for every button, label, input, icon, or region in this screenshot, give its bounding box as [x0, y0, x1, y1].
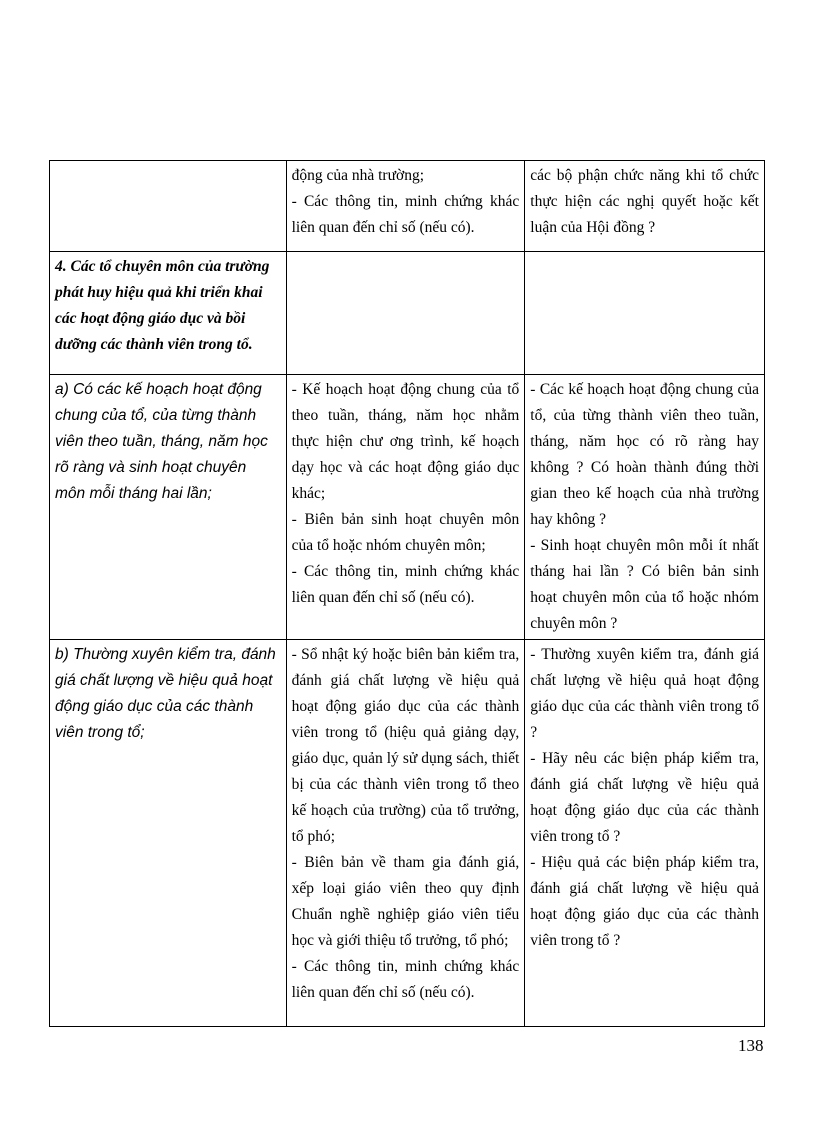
question-item: - Hãy nêu các biện pháp kiểm tra, đánh giá chất lượng về hiệu quả hoạt động giáo dục của các thành viên trong tổ ? — [530, 750, 759, 845]
evidence-item: - Biên bản về tham gia đánh giá, xếp loại giáo viên theo quy định Chuẩn nghề nghiệp giáo viên tiểu học và giới thiệu tổ trưởng, tổ phó; — [291, 854, 520, 949]
question-item: các bộ phận chức năng khi tổ chức thực hiện các nghị quyết hoặc kết luận của Hội đồng ? — [530, 167, 759, 236]
questions-cell — [525, 252, 765, 375]
criterion-cell: b) Thường xuyên kiểm tra, đánh giá chất lượng về hiệu quả hoạt động giáo dục của các thành viên trong tổ; — [50, 640, 287, 1027]
evidence-item: - Sổ nhật ký hoặc biên bản kiểm tra, đánh giá chất lượng về hiệu quả hoạt động giáo dục của các thành viên trong tổ (hiệu quả giảng dạy, giáo dục, quản lý sử dụng sách, thiết bị của các thành viên trong tổ theo kế hoạch của trường) của tổ trưởng, tổ phó; — [291, 646, 520, 845]
question-item: - Thường xuyên kiểm tra, đánh giá chất lượng về hiệu quả hoạt động giáo dục của các thành viên trong tổ ? — [530, 646, 759, 741]
evidence-item: - Các thông tin, minh chứng khác liên quan đến chỉ số (nếu có). — [291, 563, 520, 606]
table-row — [50, 252, 765, 375]
page-number: 138 — [738, 1036, 764, 1055]
question-item: - Các kế hoạch hoạt động chung của tổ, của từng thành viên theo tuần, tháng, năm học có rõ ràng hay không ? Có hoàn thành đúng thời gian theo kế hoạch của nhà trường hay không ? — [530, 381, 759, 528]
evidence-item: - Kế hoạch hoạt động chung của tổ theo tuần, tháng, năm học nhằm thực hiện chư ơng trình, kế hoạch dạy học và các hoạt động giáo dục khác; — [291, 381, 520, 502]
evidence-item: - Các thông tin, minh chứng khác liên quan đến chỉ số (nếu có). — [291, 958, 520, 1001]
evidence-cell — [286, 640, 525, 1027]
questions-cell — [525, 161, 765, 252]
evidence-cell — [286, 161, 525, 252]
evidence-item: động của nhà trường; — [291, 167, 424, 184]
standard-heading: 4. Các tổ chuyên môn của trường phát huy hiệu quả khi triển khai các hoạt động giáo dục và bồi dưỡng các thành viên trong tổ. — [50, 252, 287, 375]
questions-cell — [525, 375, 765, 640]
evidence-cell — [286, 375, 525, 640]
evidence-item: - Các thông tin, minh chứng khác liên quan đến chỉ số (nếu có). — [291, 193, 520, 236]
table-row — [50, 640, 765, 1027]
question-item: - Sinh hoạt chuyên môn mỗi ít nhất tháng hai lần ? Có biên bản sinh hoạt chuyên môn của tổ hoặc nhóm chuyên môn ? — [530, 537, 759, 632]
evidence-item: - Biên bản sinh hoạt chuyên môn của tổ hoặc nhóm chuyên môn; — [291, 511, 520, 554]
criteria-table — [49, 160, 765, 1027]
criterion-cell — [50, 161, 287, 252]
table-row — [50, 161, 765, 252]
evidence-cell — [286, 252, 525, 375]
questions-cell — [525, 640, 765, 1027]
table-row — [50, 375, 765, 640]
question-item: - Hiệu quả các biện pháp kiểm tra, đánh giá chất lượng về hiệu quả hoạt động giáo dục của các thành viên trong tổ ? — [530, 854, 759, 949]
criterion-cell: a) Có các kế hoạch hoạt động chung của tổ, của từng thành viên theo tuần, tháng, năm học rõ ràng và sinh hoạt chuyên môn mỗi tháng hai lần; — [50, 375, 287, 640]
